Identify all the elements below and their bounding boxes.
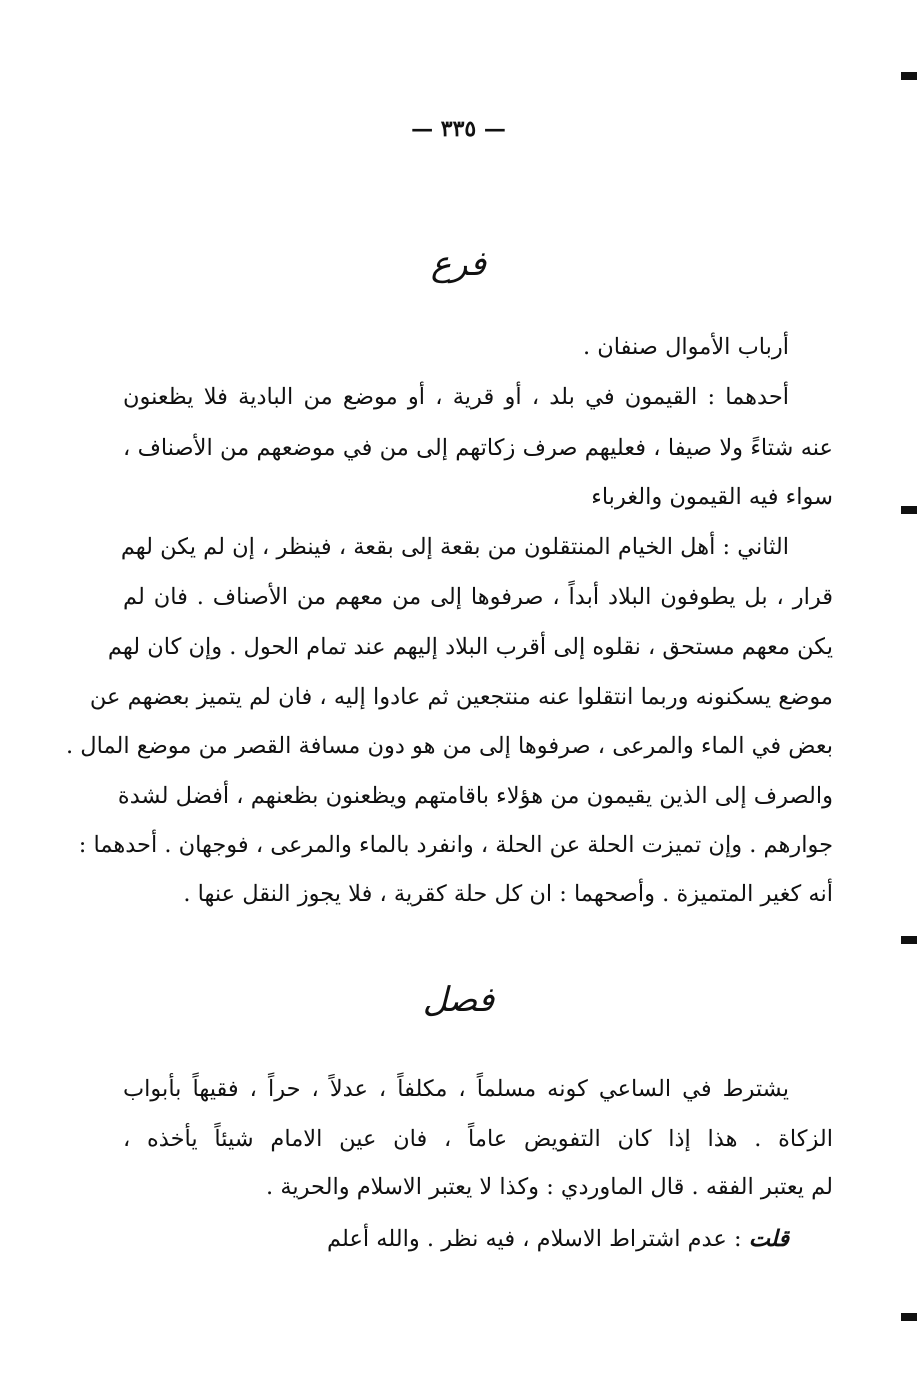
paragraph-line: الثاني : أهل الخيام المنتقلون من بقعة إلى بقعة ، فينظر ، إن لم يكن لهم <box>120 534 789 560</box>
paragraph-line: جوارهم . وإن تميزت الحلة عن الحلة ، وانفرد بالماء والمرعى ، فوجهان . أحدهما : <box>78 832 833 858</box>
paragraph-line: لم يعتبر الفقه . قال الماوردي : وكذا لا يعتبر الاسلام والحرية . <box>266 1174 833 1200</box>
paragraph-line: أرباب الأموال صنفان . <box>582 334 789 360</box>
note-label: قلت <box>748 1226 789 1252</box>
paragraph-line: أنه كغير المتميزة . وأصحهما : ان كل حلة كقرية ، فلا يجوز النقل عنها . <box>183 881 833 907</box>
section-heading-fasl: فصل <box>422 980 495 1020</box>
scan-edge-mark <box>901 72 917 80</box>
paragraph-line: بعض في الماء والمرعى ، صرفوها إلى من هو دون مسافة القصر من موضع المال . <box>65 733 833 759</box>
paragraph-line: عنه شتاءً ولا صيفا ، فعليهم صرف زكاتهم إلى من في موضعهم من الأصناف ، <box>123 435 833 461</box>
paragraph-line: يشترط في الساعي كونه مسلماً ، مكلفاً ، عدلاً ، حراً ، فقيهاً بأبواب <box>123 1076 789 1102</box>
paragraph-line: يكن معهم مستحق ، نقلوه إلى أقرب البلاد إليهم عند تمام الحول . وإن كان لهم <box>107 634 833 660</box>
section-heading-far: فرع <box>430 244 487 284</box>
paragraph-line: موضع يسكنونه وربما انتقلوا عنه منتجعين ثم عادوا إليه ، فان لم يتميز بعضهم عن <box>89 684 833 710</box>
paragraph-line: قرار ، بل يطوفون البلاد أبداً ، صرفوها إلى من معهم من الأصناف . فان لم <box>123 584 833 610</box>
note-text: : عدم اشتراط الاسلام ، فيه نظر . والله أعلم <box>327 1226 742 1252</box>
paragraph-line: سواء فيه القيمون والغرباء <box>591 484 833 510</box>
note-line <box>123 1222 789 1256</box>
paragraph-line: الزكاة . هذا إذا كان التفويض عاماً ، فان عين الامام شيئاً يأخذه ، <box>123 1126 833 1152</box>
scan-edge-mark <box>901 936 917 944</box>
scan-edge-mark <box>901 1313 917 1321</box>
page-number: — ٣٣٥ — <box>411 116 506 142</box>
paragraph-line: أحدهما : القيمون في بلد ، أو قرية ، أو موضع من البادية فلا يظعنون <box>123 384 789 410</box>
scan-edge-mark <box>901 506 917 514</box>
paragraph-line: والصرف إلى الذين يقيمون من هؤلاء باقامتهم ويظعنون بظعنهم ، أفضل لشدة <box>117 783 833 809</box>
